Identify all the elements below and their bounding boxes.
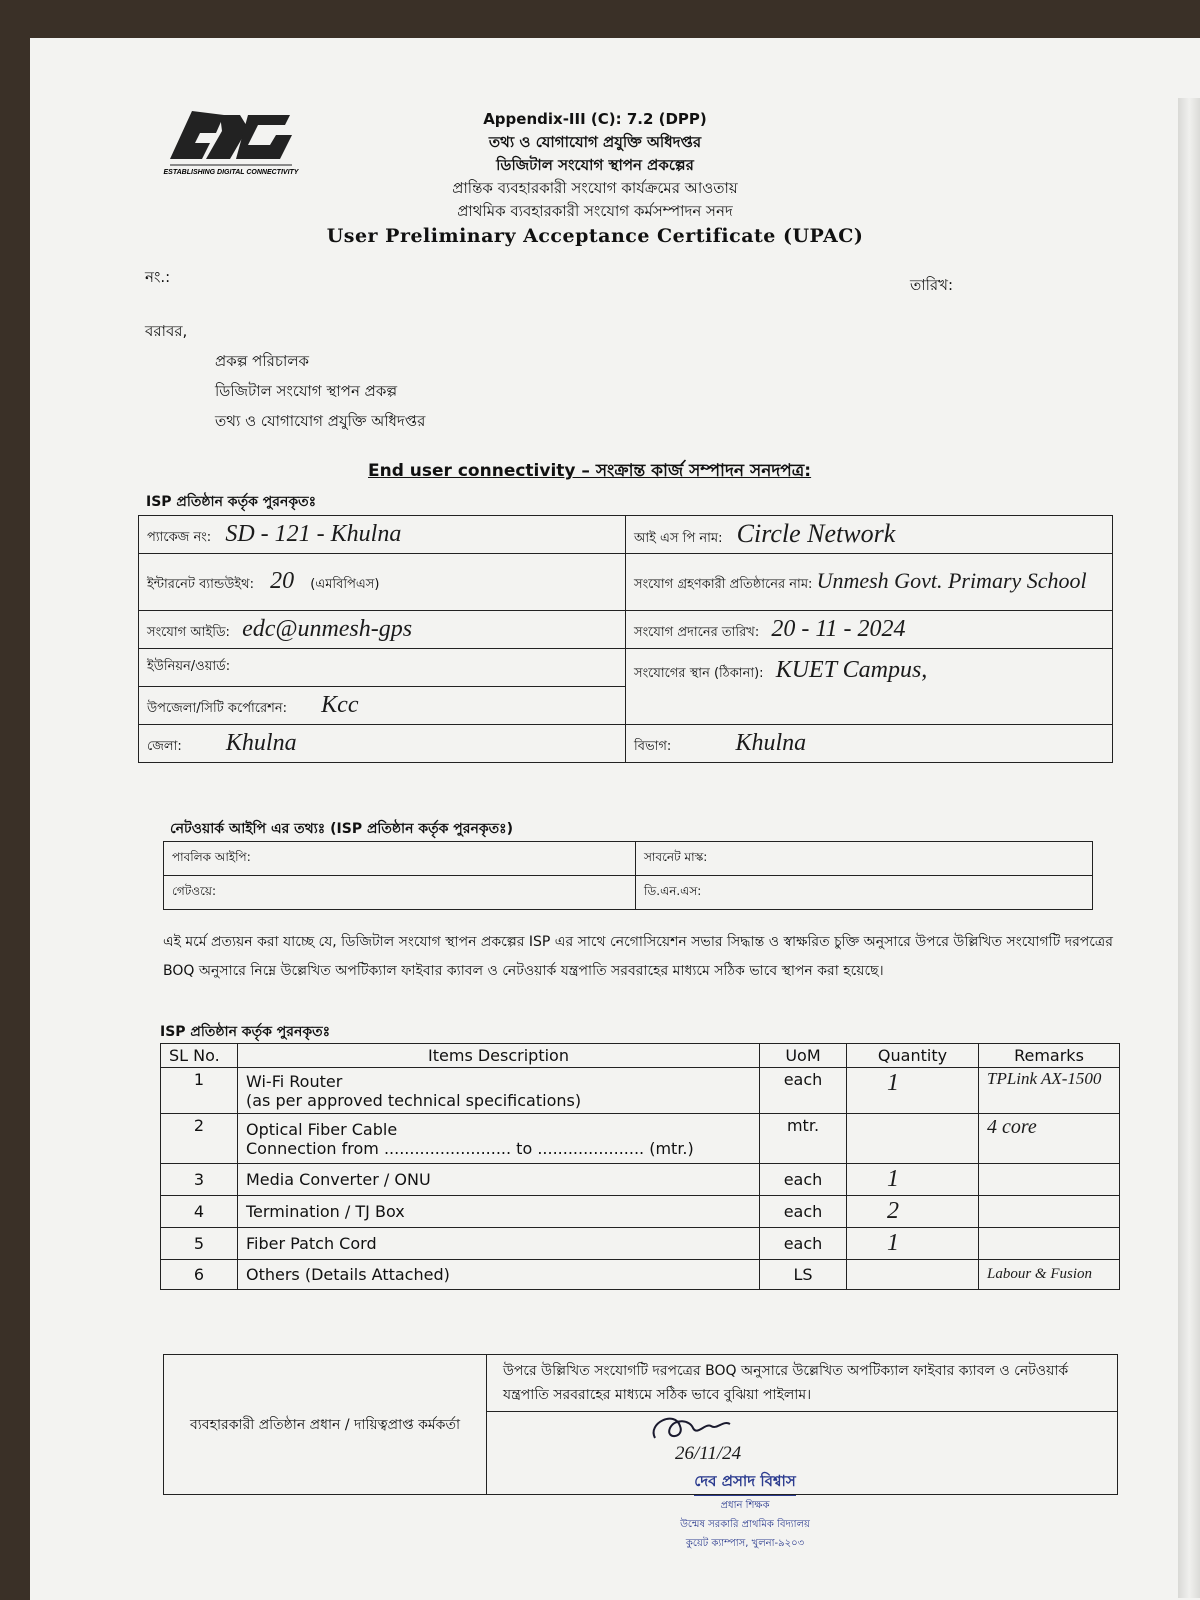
division-cell [626,725,1113,763]
table-row [161,1228,1120,1260]
table-row [161,1114,1120,1164]
remarks-cell: 4 core [979,1114,1120,1164]
receiver-label: সংযোগ গ্রহণকারী প্রতিষ্ঠানের নাম: [634,577,813,592]
signer-label-cell [164,1355,487,1495]
col-header-sl: SL No. [161,1044,238,1068]
certificate-title-bn: প্রাথমিক ব্যবহারকারী সংযোগ কর্মসম্পাদন সনদ [457,202,733,220]
uom-cell: each [760,1164,847,1196]
items-table [160,1043,1120,1290]
quantity-cell: 1 [847,1228,979,1260]
items-header-row [161,1044,1120,1068]
bandwidth-label: ইন্টারনেট ব্যান্ডউইথ: [147,577,254,592]
network-info-title: নেটওয়ার্ক আইপি এর তথ্যঃ (ISP প্রতিষ্ঠান কর্তৃক পুরনকৃতঃ) [170,821,514,837]
recipient-line: প্রকল্প পরিচালক [215,352,310,370]
table-row [161,1196,1120,1228]
connection-info-table [138,515,1113,763]
bandwidth-value: 20 [270,568,295,594]
program-name: প্রান্তিক ব্যবহারকারী সংযোগ কার্যক্রমের আওতায় [452,179,738,197]
subnet-cell [636,842,1093,876]
division-label: বিভাগ: [634,738,672,754]
location-value: KUET Campus, [775,657,928,683]
sl-cell: 3 [161,1164,238,1196]
document-page [30,38,1200,1600]
uom-cell: LS [760,1260,847,1290]
package-cell [139,516,626,554]
stamp-name: দেব প্রসাদ বিশ্বাস [694,1470,796,1496]
uom-cell: each [760,1228,847,1260]
uom-cell: each [760,1068,847,1114]
document-header [295,108,895,248]
edc-logo [140,73,300,183]
svg-text:ESTABLISHING DIGITAL CONNECTIV: ESTABLISHING DIGITAL CONNECTIVITY [163,169,299,176]
division-value: Khulna [735,729,807,756]
quantity-cell [847,1114,979,1164]
location-label: সংযোগের স্থান (ঠিকানা): [634,666,764,681]
acknowledgement-text: উপরে উল্লিখিত সংযোগটি দরপত্রের BOQ অনুসারে উল্লেখিত অপটিক্যাল ফাইবার ক্যাবল ও নেটওয়ার্ক যন্ত্রপাতি সরবরাহের মাধ্যমে সঠিক ভাবে বুঝিয়া পাইলাম। [487,1355,1118,1412]
description-subline: Connection from ......................... to ..................... (mtr.) [246,1138,694,1158]
project-name: ডিজিটাল সংযোগ স্থাপন প্রকল্পের [496,156,694,174]
connection-id-value: edc@unmesh-gps [242,615,413,642]
receiver-cell [626,554,1113,611]
description-cell: Fiber Patch Cord [238,1228,760,1260]
department-name: তথ্য ও যোগাযোগ প্রযুক্তি অধিদপ্তর [488,133,702,151]
subnet-label: সাবনেট মাস্ক: [644,849,708,864]
description-cell [238,1114,760,1164]
bandwidth-cell [139,554,626,611]
isp-fill-label: ISP প্রতিষ্ঠান কর্তৃক পুরনকৃতঃ [146,494,317,510]
col-header-quantity: Quantity [847,1044,979,1068]
description-cell: Others (Details Attached) [238,1260,760,1290]
salutation: বরাবর, [145,322,188,340]
quantity-cell: 1 [847,1068,979,1114]
description-cell [238,1068,760,1114]
dns-label: ডি.এন.এস: [644,883,702,898]
dns-cell [636,876,1093,910]
remarks-cell [979,1228,1120,1260]
acknowledgement-table [163,1354,1118,1495]
appendix-label: Appendix-III (C): 7.2 (DPP) [483,110,707,128]
isp-fill-label-items: ISP প্রতিষ্ঠান কর্তৃক পুরনকৃতঃ [160,1024,331,1040]
subject-line: End user connectivity – সংক্রান্ত কার্জ সম্পাদন সনদপত্র: [368,461,812,481]
gateway-cell [164,876,636,910]
signature-date: 26/11/24 [675,1443,742,1464]
sl-cell: 5 [161,1228,238,1260]
remarks-cell [979,1196,1120,1228]
stamp-school: উন্মেষ সরকারি প্রাথমিক বিদ্যালয় [680,1519,810,1530]
recipient-address [215,346,425,436]
public-ip-label: পাবলিক আইপি: [172,849,251,864]
signer-label: ব্যবহারকারী প্রতিষ্ঠান প্রধান / দায়িত্বপ্রাপ্ত কর্মকর্তা [189,1416,461,1433]
package-label: প্যাকেজ নং: [147,529,212,545]
connection-date-label: সংযোগ প্রদানের তারিখ: [634,624,760,640]
col-header-remarks: Remarks [979,1044,1120,1068]
table-row [161,1068,1120,1114]
sl-cell: 4 [161,1196,238,1228]
description-line: Wi-Fi Router [246,1071,343,1091]
remarks-cell: TPLink AX-1500 [979,1068,1120,1114]
receiver-value: Unmesh Govt. Primary School [816,568,1087,593]
uom-cell: mtr. [760,1114,847,1164]
date-label: তারিখ: [910,276,954,294]
remarks-cell [979,1164,1120,1196]
connection-date-cell [626,611,1113,649]
sl-cell: 6 [161,1260,238,1290]
connection-date-value: 20 - 11 - 2024 [771,615,906,642]
col-header-description: Items Description [238,1044,760,1068]
upazila-label: উপজেলা/সিটি কর্পোরেশন: [147,700,288,716]
district-cell [139,725,626,763]
certificate-title: User Preliminary Acceptance Certificate (UPAC) [326,225,864,247]
sl-cell: 2 [161,1114,238,1164]
stamp-title: প্রধান শিক্ষক [720,1500,770,1511]
quantity-cell: 2 [847,1196,979,1228]
upazila-value: Kcc [321,691,359,718]
isp-name-label: আই এস পি নাম: [634,531,723,546]
isp-name-value: Circle Network [736,519,896,548]
public-ip-cell [164,842,636,876]
upazila-cell [139,687,626,725]
quantity-cell [847,1260,979,1290]
recipient-line: তথ্য ও যোগাযোগ প্রযুক্তি অধিদপ্তর [215,412,426,430]
col-header-uom: UoM [760,1044,847,1068]
union-cell [139,649,626,687]
uom-cell: each [760,1196,847,1228]
package-value: SD - 121 - Khulna [225,520,402,547]
sl-cell: 1 [161,1068,238,1114]
gateway-label: গেটওয়ে: [172,883,217,898]
location-cell [626,649,1113,725]
bandwidth-unit: (এমবিপিএস) [310,577,380,592]
description-cell: Media Converter / ONU [238,1164,760,1196]
quantity-cell: 1 [847,1164,979,1196]
official-stamp [655,1470,835,1553]
network-info-table [163,841,1093,910]
district-value: Khulna [225,729,297,756]
isp-name-cell [626,516,1113,554]
union-label: ইউনিয়ন/ওয়ার্ড: [147,659,231,674]
recipient-line: ডিজিটাল সংযোগ স্থাপন প্রকল্প [215,382,398,400]
table-row [161,1164,1120,1196]
declaration-text: এই মর্মে প্রত্যয়ন করা যাচ্ছে যে, ডিজিটাল সংযোগ স্থাপন প্রকল্পের ISP এর সাথে নেগোসিয়েশন সভার সিদ্ধান্ত ও স্বাক্ষরিত চুক্তি অনুসারে উপরে উল্লিখিত সংযোগটি দরপত্রের BOQ অনুসারে নিম্নে উল্লেখিত অপটিক্যাল ফাইবার ক্যাবল ও নেটওয়ার্ক যন্ত্রপাতি সরবরাহের মাধ্যমে সঠিক ভাবে স্থাপন করা হয়েছে। [163,934,1113,979]
description-cell: Termination / TJ Box [238,1196,760,1228]
district-label: জেলা: [147,738,182,754]
remarks-cell: Labour & Fusion [979,1260,1120,1290]
table-row [161,1260,1120,1290]
description-line: Optical Fiber Cable [246,1119,398,1139]
stamp-address: কুয়েট ক্যাম্পাস, খুলনা-৯২০৩ [685,1538,805,1549]
edc-logo-mark-icon [140,73,310,183]
connection-id-cell [139,611,626,649]
paper-stack-edge [1178,98,1200,1598]
description-subline: (as per approved technical specifications) [246,1090,582,1110]
reference-no-label: নং.: [145,268,171,286]
connection-id-label: সংযোগ আইডি: [147,624,230,640]
